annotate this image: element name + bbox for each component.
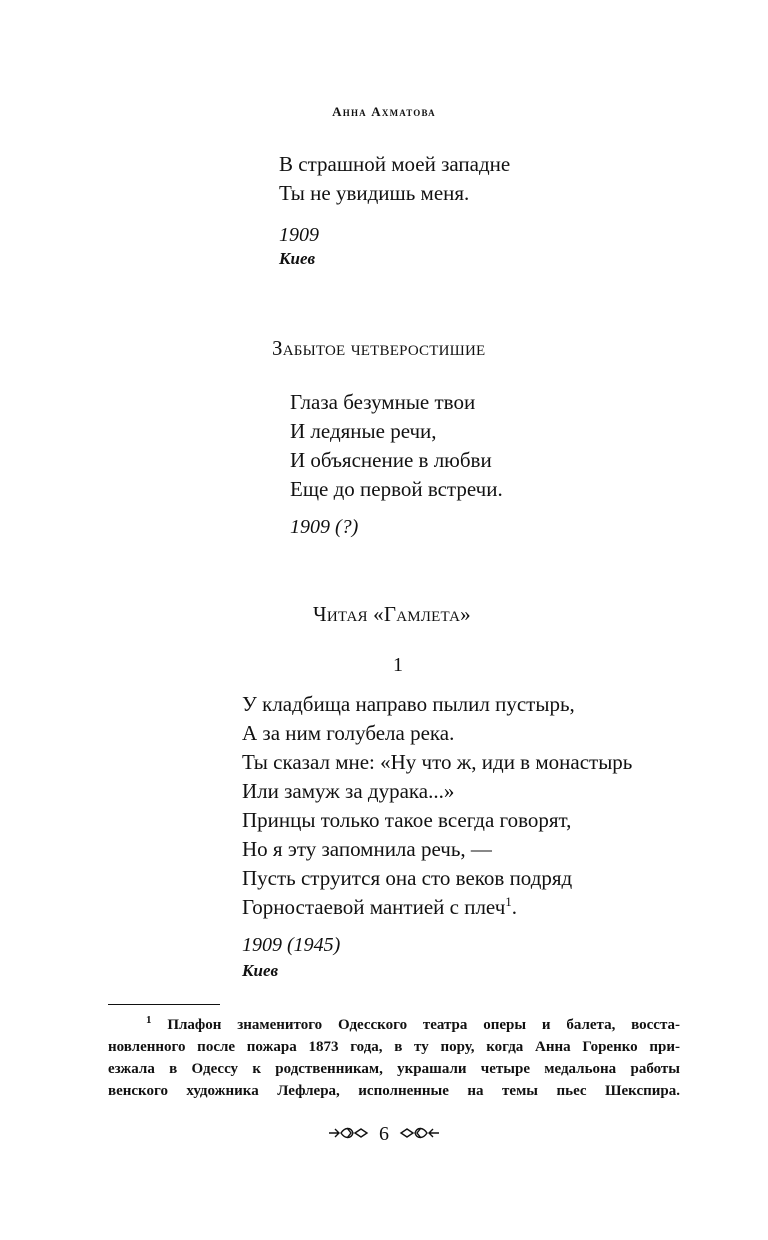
poem2-title: Забытое четверостишие	[272, 336, 486, 360]
poem1-date: 1909	[279, 224, 319, 246]
poem3-part-number: 1	[393, 654, 403, 676]
poem-line: И ледяные речи,	[290, 419, 437, 443]
poem-line: Но я эту запомнила речь, —	[242, 837, 492, 861]
poem3-stanza	[242, 690, 632, 922]
poem2-stanza	[290, 388, 503, 504]
poem-line: Еще до первой встречи.	[290, 477, 503, 501]
poem-line: А за ним голубела река.	[242, 721, 455, 745]
poem1-stanza	[279, 150, 510, 208]
footnote-line: $^1$ Плафон знаменитого Одесского театра оперы и балета, восста-	[146, 1014, 680, 1033]
footnote-line: венского художника Лефлера, исполненные на темы пьес Шекспира.	[108, 1083, 680, 1099]
footnote-marker: 1	[146, 1014, 152, 1026]
poem-line: Ты не увидишь меня.	[279, 181, 470, 205]
poem-line-last	[242, 893, 632, 922]
poem-line: Глаза безумные твои	[290, 390, 476, 414]
ornament-right-icon	[397, 1121, 441, 1149]
footnote-line: езжала в Одессу к родственникам, украшали четыре медальона работы	[108, 1061, 680, 1077]
page-number: 6	[379, 1123, 389, 1145]
poem-line: Принцы только такое всегда говорят,	[242, 808, 572, 832]
poem-line: Пусть струится она сто веков подряд	[242, 866, 573, 890]
poem3-place: Киев	[242, 961, 279, 980]
line-end-punctuation: .	[511, 895, 518, 919]
poem1-place: Киев	[279, 249, 316, 268]
poem3-date: 1909 (1945)	[242, 934, 341, 956]
footnote-divider	[108, 1004, 220, 1005]
ornament-left-icon	[327, 1121, 371, 1149]
folio	[0, 1120, 768, 1149]
footnote	[108, 1014, 680, 1102]
footnote-line: новленного после пожара 1873 года, в ту пору, когда Анна Горенко при-	[108, 1039, 680, 1055]
footnote-reference: 1	[505, 894, 512, 909]
poem-line: У кладбища направо пылил пустырь,	[242, 692, 575, 716]
poem-line: Или замуж за дурака...»	[242, 779, 455, 803]
poem2-date: 1909 (?)	[290, 516, 359, 538]
poem-line: Ты сказал мне: «Ну что ж, иди в монастырь	[242, 750, 633, 774]
poem-line-text: Горностаевой мантией с плеч	[242, 895, 506, 919]
running-header: Анна Ахматова	[332, 104, 436, 119]
poem-line: В страшной моей западне	[279, 152, 511, 176]
poem3-title: Читая «Гамлета»	[313, 602, 471, 626]
poem-line: И объяснение в любви	[290, 448, 492, 472]
